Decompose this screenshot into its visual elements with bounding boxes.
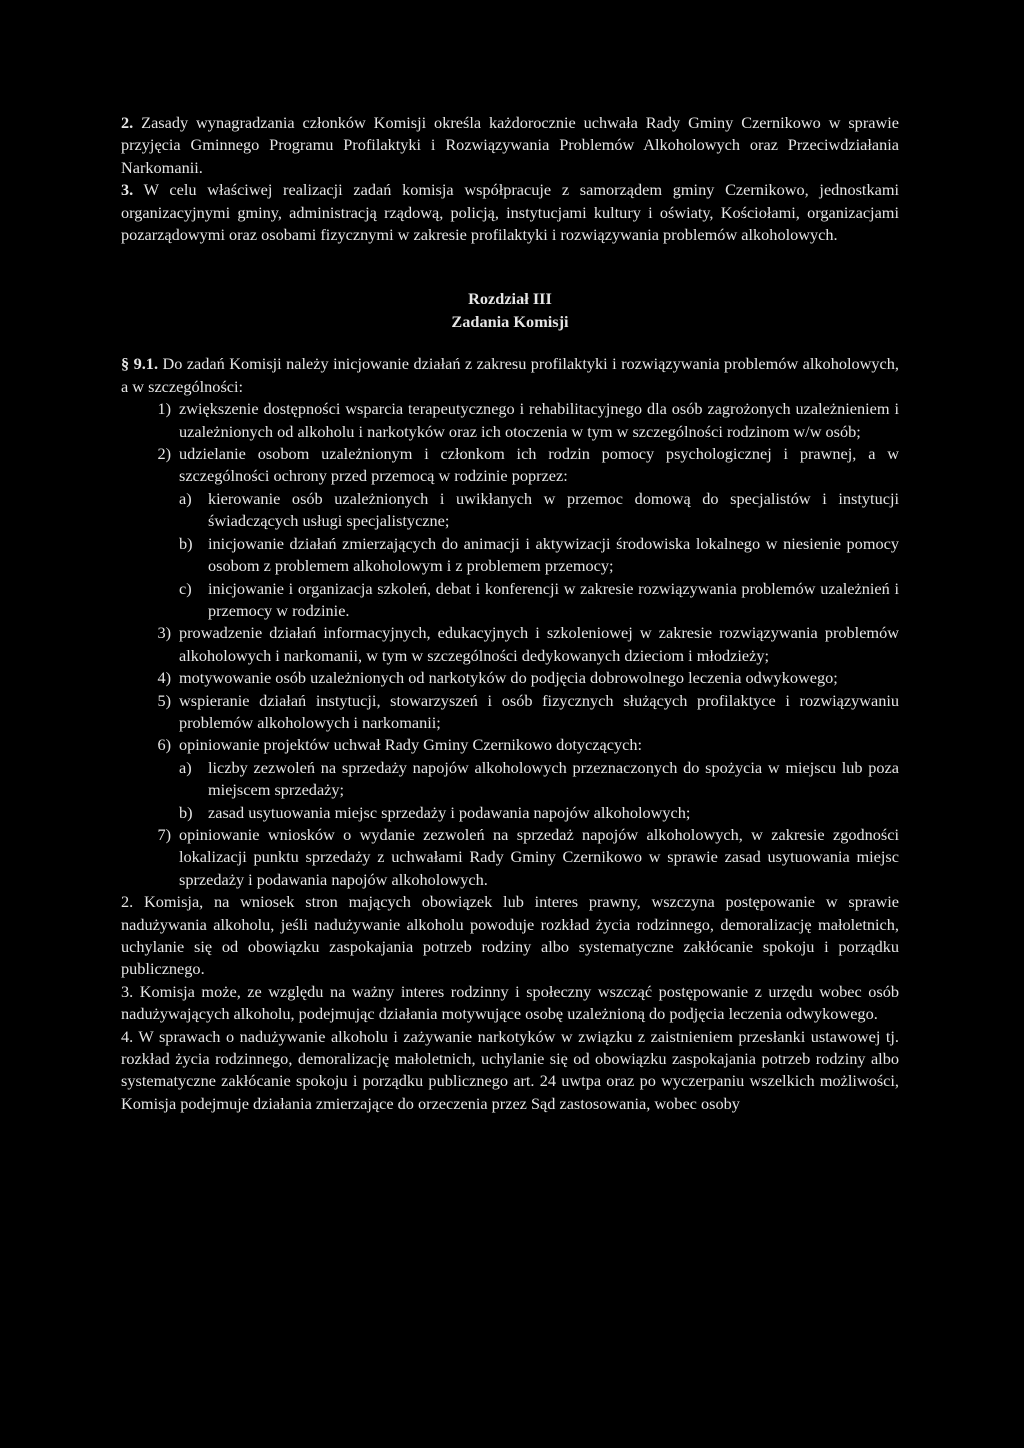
document-page [121, 112, 899, 1115]
sub-list-item-text: inicjowanie działań zmierzających do animacji i aktywizacji środowiska lokalnego w niesienie pomocy osobom z problemem alkoholowym i z problemem przemocy; [208, 533, 899, 576]
list-item-marker: 1) [157, 399, 171, 419]
list-item-text: prowadzenie działań informacyjnych, edukacyjnych i szkoleniowej w zakresie rozwiązywania problemów alkoholowych i narkomanii, w tym w szczególności dedykowanych dzieciom i młodzieży; [179, 623, 899, 665]
list-item [121, 443, 899, 488]
section-9-lead [121, 353, 899, 398]
chapter-subtitle: Zadania Komisji [451, 312, 569, 332]
list-item-marker: 5) [157, 690, 171, 710]
list-item-text: motywowanie osób uzależnionych od narkotyków do podjęcia dobrowolnego leczenia odwykowego; [179, 668, 838, 688]
list-item [121, 398, 899, 443]
sub-list-item [179, 578, 899, 623]
list-item [121, 622, 899, 667]
list-item-marker: 7) [157, 824, 171, 844]
sub-list-item-text: inicjowanie i organizacja szkoleń, debat i konferencji w zakresie rozwiązywania problemów uzależnień i przemocy w rodzinie. [208, 578, 899, 620]
section-9-paragraph-4: 4. W sprawach o nadużywanie alkoholu i zażywanie narkotyków w związku z zaistnieniem przesłanki ustawowej tj. rozkład życia rodzinnego, demoralizację małoletnich, uchylanie się od obowiązku zaspokajania potrzeb rodziny albo systematyczne zakłócanie spokoju i porządku publicznego art. 24 uwtpa oraz po wyczerpaniu wszelkich możliwości, Komisja podejmuje działania zmierzające do orzeczenia przez Sąd zastosowania, wobec osoby [121, 1026, 899, 1113]
sub-list-item-text: kierowanie osób uzależnionych i uwikłanych w przemoc domową do specjalistów i instytucji świadczących usługi specjalistyczne; [208, 488, 899, 531]
sub-list-item [179, 533, 899, 578]
list-item-marker: 2) [157, 444, 171, 464]
sub-list-item-text: zasad usytuowania miejsc sprzedaży i podawania napojów alkoholowych; [208, 802, 691, 822]
section-9-lead-text: Do zadań Komisji należy inicjowanie działań z zakresu profilaktyki i rozwiązywania problemów alkoholowych, a w szczególności: [121, 354, 899, 396]
list-item [121, 734, 899, 756]
paragraph-3 [121, 179, 899, 246]
list-item [121, 667, 899, 689]
list-item [121, 824, 899, 891]
list-item-text: opiniowanie wniosków o wydanie zezwoleń na sprzedaż napojów alkoholowych, w zakresie zgodności lokalizacji punktu sprzedaży z uchwałami Rady Gminy Czernikowo w sprawie zasad usytuowania miejsc sprzedaży i podawania napojów alkoholowych. [179, 824, 899, 889]
sub-list-item-marker: c) [179, 578, 192, 598]
sub-list-item-marker: a) [179, 488, 192, 508]
sub-list-item-marker: b) [179, 533, 193, 553]
list-item-text: wspieranie działań instytucji, stowarzyszeń i osób fizycznych służących profilaktyce i rozwiązywaniu problemów alkoholowych i narkomanii; [179, 690, 899, 732]
list-item-text: opiniowanie projektów uchwał Rady Gminy Czernikowo dotyczących: [179, 735, 642, 755]
section-9-paragraph-3: 3. Komisja może, ze względu na ważny interes rodzinny i społeczny wszcząć postępowanie z urzędu wobec osób nadużywających alkoholu, podejmując działania motywujące osobę uzależnioną do podjęcia leczenia odwykowego. [121, 981, 899, 1024]
sub-list-item [179, 488, 899, 533]
paragraph-2-number: 2. [121, 113, 134, 132]
paragraph-2-text: Zasady wynagradzania członków Komisji określa każdorocznie uchwała Rady Gminy Czernikowo w sprawie przyjęcia Gminnego Programu Profilaktyki i Rozwiązywania Problemów Alkoholowych oraz Przeciwdziałania Narkomanii. [121, 113, 899, 177]
list-item-marker: 6) [157, 735, 171, 755]
list-item [121, 690, 899, 735]
list-item-text: udzielanie osobom uzależnionym i członkom ich rodzin pomocy psychologicznej i prawnej, a w szczególności ochrony przed przemocą w rodzinie poprzez: [179, 444, 899, 486]
sub-list-item [179, 802, 899, 824]
chapter-title: Rozdział III [468, 289, 552, 309]
sub-list-item-marker: b) [179, 802, 193, 822]
list-item-marker: 4) [157, 668, 171, 688]
sub-list-item [179, 757, 899, 802]
paragraph-2 [121, 112, 899, 179]
paragraph-3-text: W celu właściwej realizacji zadań komisja współpracuje z samorządem gminy Czernikowo, jednostkami organizacyjnymi gminy, administracją rządową, policją, instytucjami kultury i oświaty, Kościołami, organizacjami pozarządowymi oraz osobami fizycznymi w zakresie profilaktyki i rozwiązywania problemów alkoholowych. [121, 180, 900, 245]
paragraph-3-number: 3. [121, 180, 134, 200]
sub-list-item-marker: a) [179, 757, 192, 777]
sub-list-item-text: liczby zezwoleń na sprzedaży napojów alkoholowych przeznaczonych do spożycia w miejscu lub poza miejscem sprzedaży; [208, 757, 899, 800]
section-9-paragraph-2: 2. Komisja, na wniosek stron mających obowiązek lub interes prawny, wszczyna postępowanie w sprawie nadużywania alkoholu, jeśli nadużywanie alkoholu powoduje rozkład życia rodzinnego, demoralizację małoletnich, uchylanie się od obowiązku zaspokajania potrzeb rodziny albo systematyczne zakłócanie spokoju i porządku publicznego. [121, 892, 899, 979]
section-9-marker: § 9.1. [121, 354, 159, 374]
list-item-marker: 3) [157, 623, 171, 643]
list-item-text: zwiększenie dostępności wsparcia terapeutycznego i rehabilitacyjnego dla osób zagrożonych uzależnieniem i uzależnionych od alkoholu i narkotyków oraz ich otoczenia w tym w szczególności rodzinom w/w osób; [179, 399, 899, 441]
